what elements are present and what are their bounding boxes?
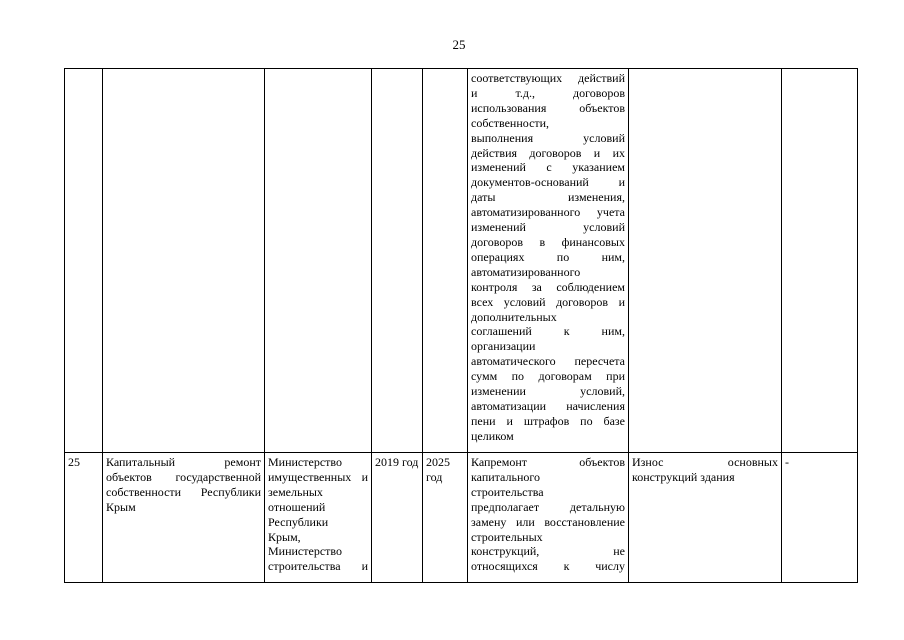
text-line: автоматизированного учета: [471, 205, 625, 220]
text-line: целиком: [471, 428, 514, 443]
table-row-continuation: [65, 69, 858, 453]
cell-executor: [265, 453, 372, 583]
text-line: капитального: [471, 469, 540, 484]
text-line: изменении условий,: [471, 384, 625, 399]
text-line: изменений с указанием: [471, 160, 625, 175]
table-row-25: [65, 453, 858, 583]
text-line: договоров в финансовых: [471, 234, 625, 249]
text-line: сумм по договорам при: [471, 369, 625, 384]
cell-number-empty: [65, 69, 103, 453]
executor-text: [268, 455, 368, 574]
text-line: и т.д., договоров: [471, 85, 625, 100]
text-line: объектов государственной: [106, 469, 261, 484]
text-line: земельных: [268, 484, 323, 499]
cell-last: -: [782, 453, 858, 583]
cell-condition-empty: [629, 69, 782, 453]
text-line: Министерство: [268, 544, 342, 559]
text-line: автоматизированного: [471, 264, 581, 279]
text-line: конструкций, не: [471, 544, 625, 559]
description-text: [471, 71, 625, 444]
cell-name-empty: [103, 69, 265, 453]
cell-row-number: 25: [65, 453, 103, 583]
text-line: строительных: [471, 529, 543, 544]
cell-executor-empty: [265, 69, 372, 453]
text-line: выполнения условий: [471, 130, 625, 145]
text-line: дополнительных: [471, 309, 557, 324]
cell-description: [468, 453, 629, 583]
text-line: пени и штрафов по базе: [471, 413, 625, 428]
text-line: действия договоров и их: [471, 145, 625, 160]
text-line: автоматизации начисления: [471, 398, 625, 413]
text-line: строительства и: [268, 559, 368, 574]
text-line: Крым: [106, 499, 136, 514]
cell-end-year: 2025 год: [423, 453, 468, 583]
text-line: Капремонт объектов: [471, 455, 625, 469]
text-line: соответствующих действий: [471, 71, 625, 85]
cell-end-empty: [423, 69, 468, 453]
cell-last-empty: [782, 69, 858, 453]
text-line: операциях по ним,: [471, 249, 625, 264]
object-name-text: [106, 455, 261, 515]
cell-start-year: 2019 год: [372, 453, 423, 583]
document-table: [64, 68, 858, 583]
text-line: контроля за соблюдением: [471, 279, 625, 294]
cell-object-name: [103, 453, 265, 583]
condition-text: [632, 455, 778, 485]
text-line: Министерство: [268, 455, 342, 469]
text-line: изменений условий: [471, 220, 625, 235]
text-line: даты изменения,: [471, 190, 625, 205]
text-line: Износ основных: [632, 455, 778, 469]
text-line: автоматического пересчета: [471, 354, 625, 369]
text-line: Капитальный ремонт: [106, 455, 261, 469]
text-line: Республики: [268, 514, 329, 529]
text-line: предполагает детальную: [471, 499, 625, 514]
text-line: организации: [471, 339, 536, 354]
text-line: Крым,: [268, 529, 301, 544]
cell-condition: [629, 453, 782, 583]
page-number: 25: [452, 37, 466, 52]
text-line: всех условий договоров и: [471, 294, 625, 309]
text-line: отношений: [268, 499, 326, 514]
text-line: строительства: [471, 484, 544, 499]
text-line: собственности Республики: [106, 484, 261, 499]
text-line: документов-оснований и: [471, 175, 625, 190]
text-line: конструкций здания: [632, 469, 735, 484]
description-text: [471, 455, 625, 574]
text-line: собственности,: [471, 115, 550, 130]
text-line: замену или восстановление: [471, 514, 625, 529]
text-line: относящихся к числу: [471, 559, 625, 574]
text-line: соглашений к ним,: [471, 324, 625, 339]
text-line: имущественных и: [268, 469, 368, 484]
text-line: использования объектов: [471, 100, 625, 115]
cell-start-empty: [372, 69, 423, 453]
cell-description-continuation: [468, 69, 629, 453]
